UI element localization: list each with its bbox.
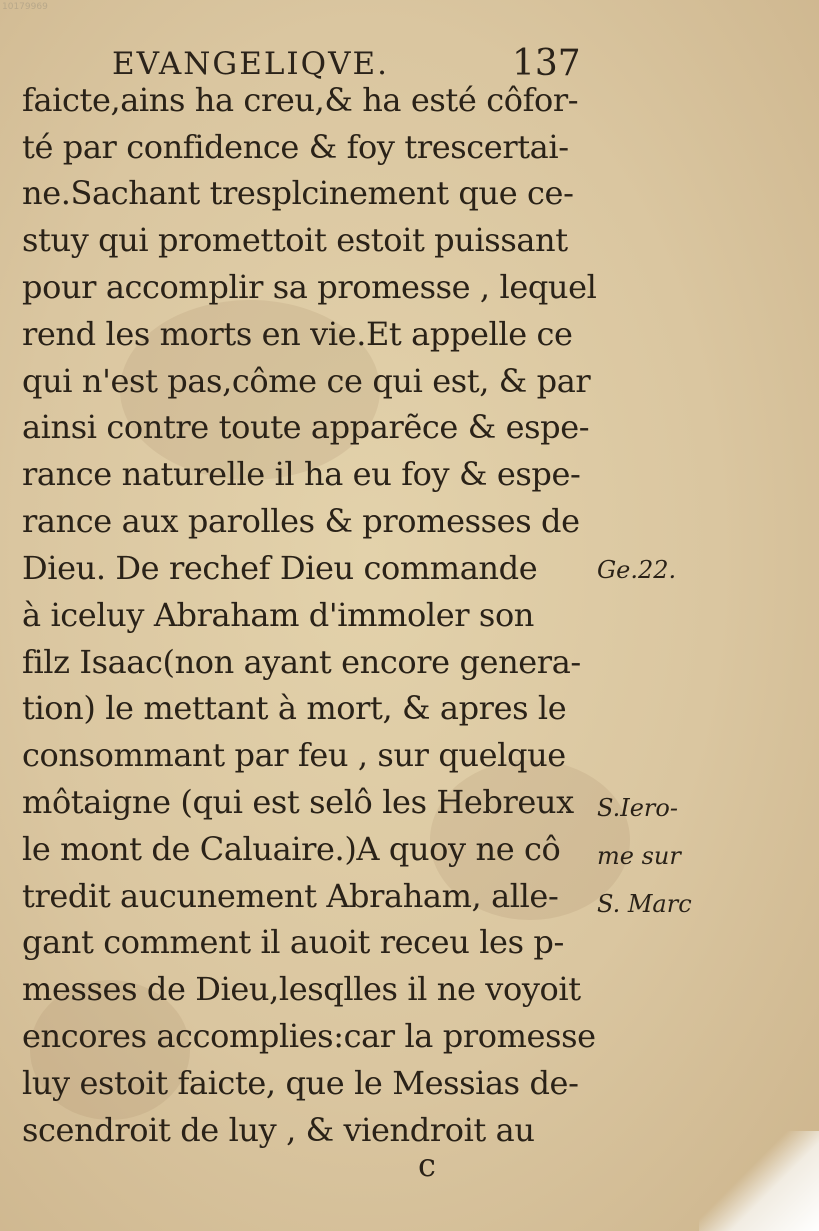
text-line: le mont de Caluaire.)A quoy ne cô bbox=[22, 830, 561, 868]
text-line: scendroit de luy , & viendroit au bbox=[22, 1111, 535, 1149]
text-line: ne.Sachant tresplcinement que ce- bbox=[22, 174, 574, 212]
text-line: rance aux parolles & promesses de bbox=[22, 502, 580, 540]
text-line: pour accomplir sa promesse , lequel bbox=[22, 268, 597, 306]
margin-note-jerome: me sur bbox=[597, 842, 681, 870]
text-line: ainsi contre toute apparẽce & espe- bbox=[22, 408, 590, 446]
text-line: à iceluy Abraham d'immoler son bbox=[22, 596, 535, 634]
text-line: encores accomplies:car la promesse bbox=[22, 1017, 596, 1055]
page-number: 137 bbox=[512, 43, 581, 84]
running-head: EVANGELIQVE. bbox=[112, 46, 389, 82]
text-line: môtaigne (qui est selô les Hebreux bbox=[22, 783, 574, 821]
signature-mark: c bbox=[418, 1146, 436, 1184]
text-line: filz Isaac(non ayant encore genera- bbox=[22, 643, 581, 681]
text-line: consommant par feu , sur quelque bbox=[22, 736, 566, 774]
text-line: tion) le mettant à mort, & apres le bbox=[22, 689, 567, 727]
text-line: messes de Dieu,lesqlles il ne voyoit bbox=[22, 970, 581, 1008]
text-line: faicte,ains ha creu,& ha esté côfor- bbox=[22, 81, 579, 119]
catalog-number: 10179969 bbox=[2, 2, 48, 12]
text-line: rend les morts en vie.Et appelle ce bbox=[22, 315, 573, 353]
margin-note-jerome: S.Iero- bbox=[597, 794, 678, 822]
text-line: gant comment il auoit receu les p- bbox=[22, 923, 564, 961]
torn-page-corner bbox=[699, 1131, 819, 1231]
text-line: luy estoit faicte, que le Messias de- bbox=[22, 1064, 579, 1102]
margin-note-genesis: Ge.22. bbox=[597, 556, 677, 584]
text-line: qui n'est pas,côme ce qui est, & par bbox=[22, 362, 591, 400]
text-line: té par confidence & foy trescertai- bbox=[22, 128, 569, 166]
margin-note-mark: S. Marc bbox=[597, 890, 692, 918]
text-line: tredit aucunement Abraham, alle- bbox=[22, 877, 559, 915]
text-line: Dieu. De rechef Dieu commande bbox=[22, 549, 538, 587]
text-line: stuy qui promettoit estoit puissant bbox=[22, 221, 568, 259]
text-line: rance naturelle il ha eu foy & espe- bbox=[22, 455, 581, 493]
